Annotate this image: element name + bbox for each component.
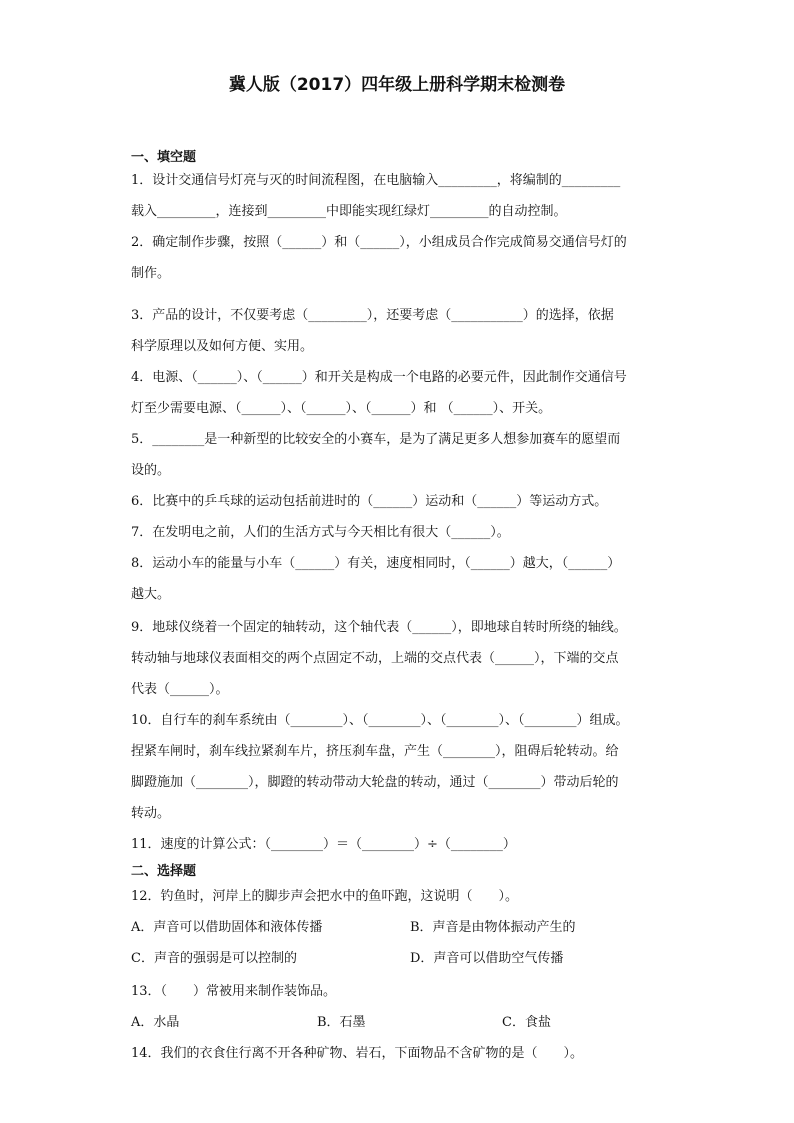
question-2-line-2: 制作。 — [131, 266, 171, 281]
question-3-line-2: 科学原理以及如何方便、实用。 — [131, 339, 314, 354]
question-10-line-3: 脚蹬施加（________），脚蹬的转动带动大轮盘的转动，通过（________）带动后轮的 — [131, 775, 619, 790]
question-7: 7．在发明电之前，人们的生活方式与今天相比有很大（______）。 — [131, 525, 510, 540]
question-8-line-1: 8．运动小车的能量与小车（______）有关，速度相同时，（______）越大，（______） — [131, 556, 621, 571]
q13-option-c: C．食盐 — [502, 1015, 551, 1030]
section-heading-choice: 二、选择题 — [131, 864, 197, 879]
question-9-line-3: 代表（______）。 — [131, 682, 229, 697]
question-1-line-1: 1．设计交通信号灯亮与灭的时间流程图，在电脑输入_________，将编制的_________ — [131, 173, 621, 188]
question-14: 14．我们的衣食住行离不开各种矿物、岩石，下面物品不含矿物的是（ ）。 — [131, 1046, 584, 1061]
question-10-line-4: 转动。 — [131, 806, 171, 821]
question-8-line-2: 越大。 — [131, 587, 171, 602]
question-3-line-1: 3．产品的设计，不仅要考虑（_________），还要考虑（___________）的选择，依据 — [131, 308, 614, 323]
question-4-line-2: 灯至少需要电源、（______）、（______）、（______）和 （______）、开关。 — [131, 401, 552, 416]
question-1-line-2: 载入_________，连接到_________中即能实现红绿灯_________的自动控制。 — [131, 204, 567, 219]
question-12: 12．钓鱼时，河岸上的脚步声会把水中的鱼吓跑，这说明（ ）。 — [131, 889, 519, 904]
q12-option-d: D．声音可以借助空气传播 — [410, 951, 564, 966]
question-10-line-1: 10．自行车的刹车系统由（________）、（________）、（________）、（________）组成。 — [131, 713, 629, 728]
section-heading-fill-blank: 一、填空题 — [131, 150, 197, 165]
question-4-line-1: 4．电源、（______）、（______）和开关是构成一个电路的必要元件，因此制作交通信号 — [131, 370, 627, 385]
question-2-line-1: 2．确定制作步骤，按照（______）和（______），小组成员合作完成简易交通信号灯的 — [131, 235, 627, 250]
page-title: 冀人版（2017）四年级上册科学期末检测卷 — [228, 75, 566, 95]
question-5-line-1: 5．________是一种新型的比较安全的小赛车，是为了满足更多人想参加赛车的愿望而 — [131, 432, 621, 447]
q12-option-b: B．声音是由物体振动产生的 — [410, 920, 576, 935]
q12-option-c: C．声音的强弱是可以控制的 — [131, 951, 297, 966]
q13-option-a: A．水晶 — [131, 1015, 180, 1030]
question-5-line-2: 设的。 — [131, 463, 171, 478]
question-13: 13．（ ）常被用来制作装饰品。 — [131, 984, 337, 999]
question-6: 6．比赛中的乒乓球的运动包括前进时的（______）运动和（______）等运动方式。 — [131, 494, 608, 509]
question-10-line-2: 捏紧车闸时，刹车线拉紧刹车片，挤压刹车盘，产生（________），阻碍后轮转动。给 — [131, 744, 619, 759]
question-9-line-2: 转动轴与地球仪表面相交的两个点固定不动，上端的交点代表（______），下端的交点 — [131, 651, 619, 666]
q13-option-b: B．石墨 — [317, 1015, 366, 1030]
q12-option-a: A．声音可以借助固体和液体传播 — [131, 920, 323, 935]
question-9-line-1: 9．地球仪绕着一个固定的轴转动，这个轴代表（______），即地球自转时所绕的轴线。 — [131, 620, 627, 635]
question-11: 11．速度的计算公式：（________）＝（________）÷（________） — [131, 837, 516, 852]
